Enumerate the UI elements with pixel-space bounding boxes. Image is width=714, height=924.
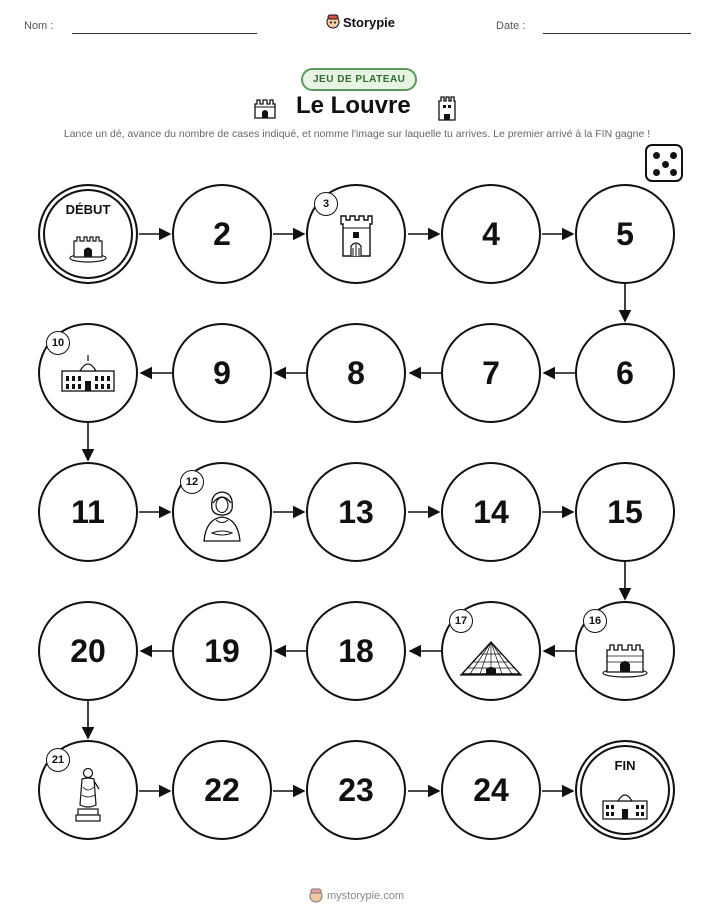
instructions: Lance un dé, avance du nombre de cases indiqué, et nomme l'image sur laquelle tu arrives. Le premier arrivé à la FIN gagne ! [63, 128, 651, 140]
fortress-icon [601, 638, 649, 678]
cell-number: 15 [607, 493, 643, 530]
footer [309, 888, 404, 904]
board-cell [575, 462, 675, 562]
storypie-mascot-icon [309, 888, 323, 904]
date-label: Date : [496, 20, 526, 32]
cell-number: 13 [338, 493, 374, 530]
board-cell [38, 740, 138, 840]
page-title: Le Louvre [296, 92, 411, 119]
cell-number: 11 [71, 493, 105, 530]
board-cell [38, 462, 138, 562]
cell-number: 14 [473, 493, 509, 530]
finish-label: FIN [614, 758, 636, 773]
board-cell [306, 184, 406, 284]
board-cell [38, 323, 138, 423]
cell-badge: 21 [46, 748, 70, 772]
start-label: DÉBUT [65, 202, 111, 217]
cell-number: 24 [473, 771, 509, 808]
cell-number: 8 [347, 354, 365, 391]
cell-badge: 17 [449, 609, 473, 633]
board-cell [172, 323, 272, 423]
board-cell [441, 323, 541, 423]
board-cell [575, 184, 675, 284]
pyramid-icon [460, 638, 522, 678]
board-cell [306, 462, 406, 562]
board-cell [575, 323, 675, 423]
board-cell [172, 601, 272, 701]
cell-badge: 16 [583, 609, 607, 633]
cell-number: 4 [482, 215, 500, 252]
board-cell [441, 601, 541, 701]
cell-number: 6 [616, 354, 634, 391]
cell-number: 2 [213, 215, 231, 252]
castle-moat-icon [68, 227, 108, 263]
cell-number: 18 [338, 632, 374, 669]
board-cell [172, 740, 272, 840]
mona-lisa-icon [200, 487, 244, 543]
cell-number: 22 [204, 771, 240, 808]
category-tag: JEU DE PLATEAU [301, 68, 417, 91]
cell-number: 5 [616, 215, 634, 252]
board-cell [306, 601, 406, 701]
footer-site[interactable]: mystorypie.com [327, 890, 405, 902]
cell-badge: 3 [314, 192, 338, 216]
board-cell [441, 462, 541, 562]
board-cell [306, 740, 406, 840]
name-label: Nom : [24, 20, 54, 32]
statue-icon [73, 765, 103, 823]
cell-number: 23 [338, 771, 374, 808]
board-cell [38, 601, 138, 701]
cell-badge: 12 [180, 470, 204, 494]
cell-number: 7 [482, 354, 500, 391]
palace-icon [60, 353, 116, 393]
cell-number: 19 [204, 632, 240, 669]
board-cell [575, 601, 675, 701]
cell-number: 9 [213, 354, 231, 391]
cell-badge: 10 [46, 331, 70, 355]
brand-name: Storypie [343, 14, 396, 30]
board-cell [441, 184, 541, 284]
board-cell [441, 740, 541, 840]
finish-cell [575, 740, 675, 840]
board-cell [172, 184, 272, 284]
start-cell [38, 184, 138, 284]
cell-number: 20 [70, 632, 106, 669]
board-cell [172, 462, 272, 562]
board-cell [306, 323, 406, 423]
palace-icon [601, 787, 649, 821]
castle-tower-icon [335, 210, 377, 258]
